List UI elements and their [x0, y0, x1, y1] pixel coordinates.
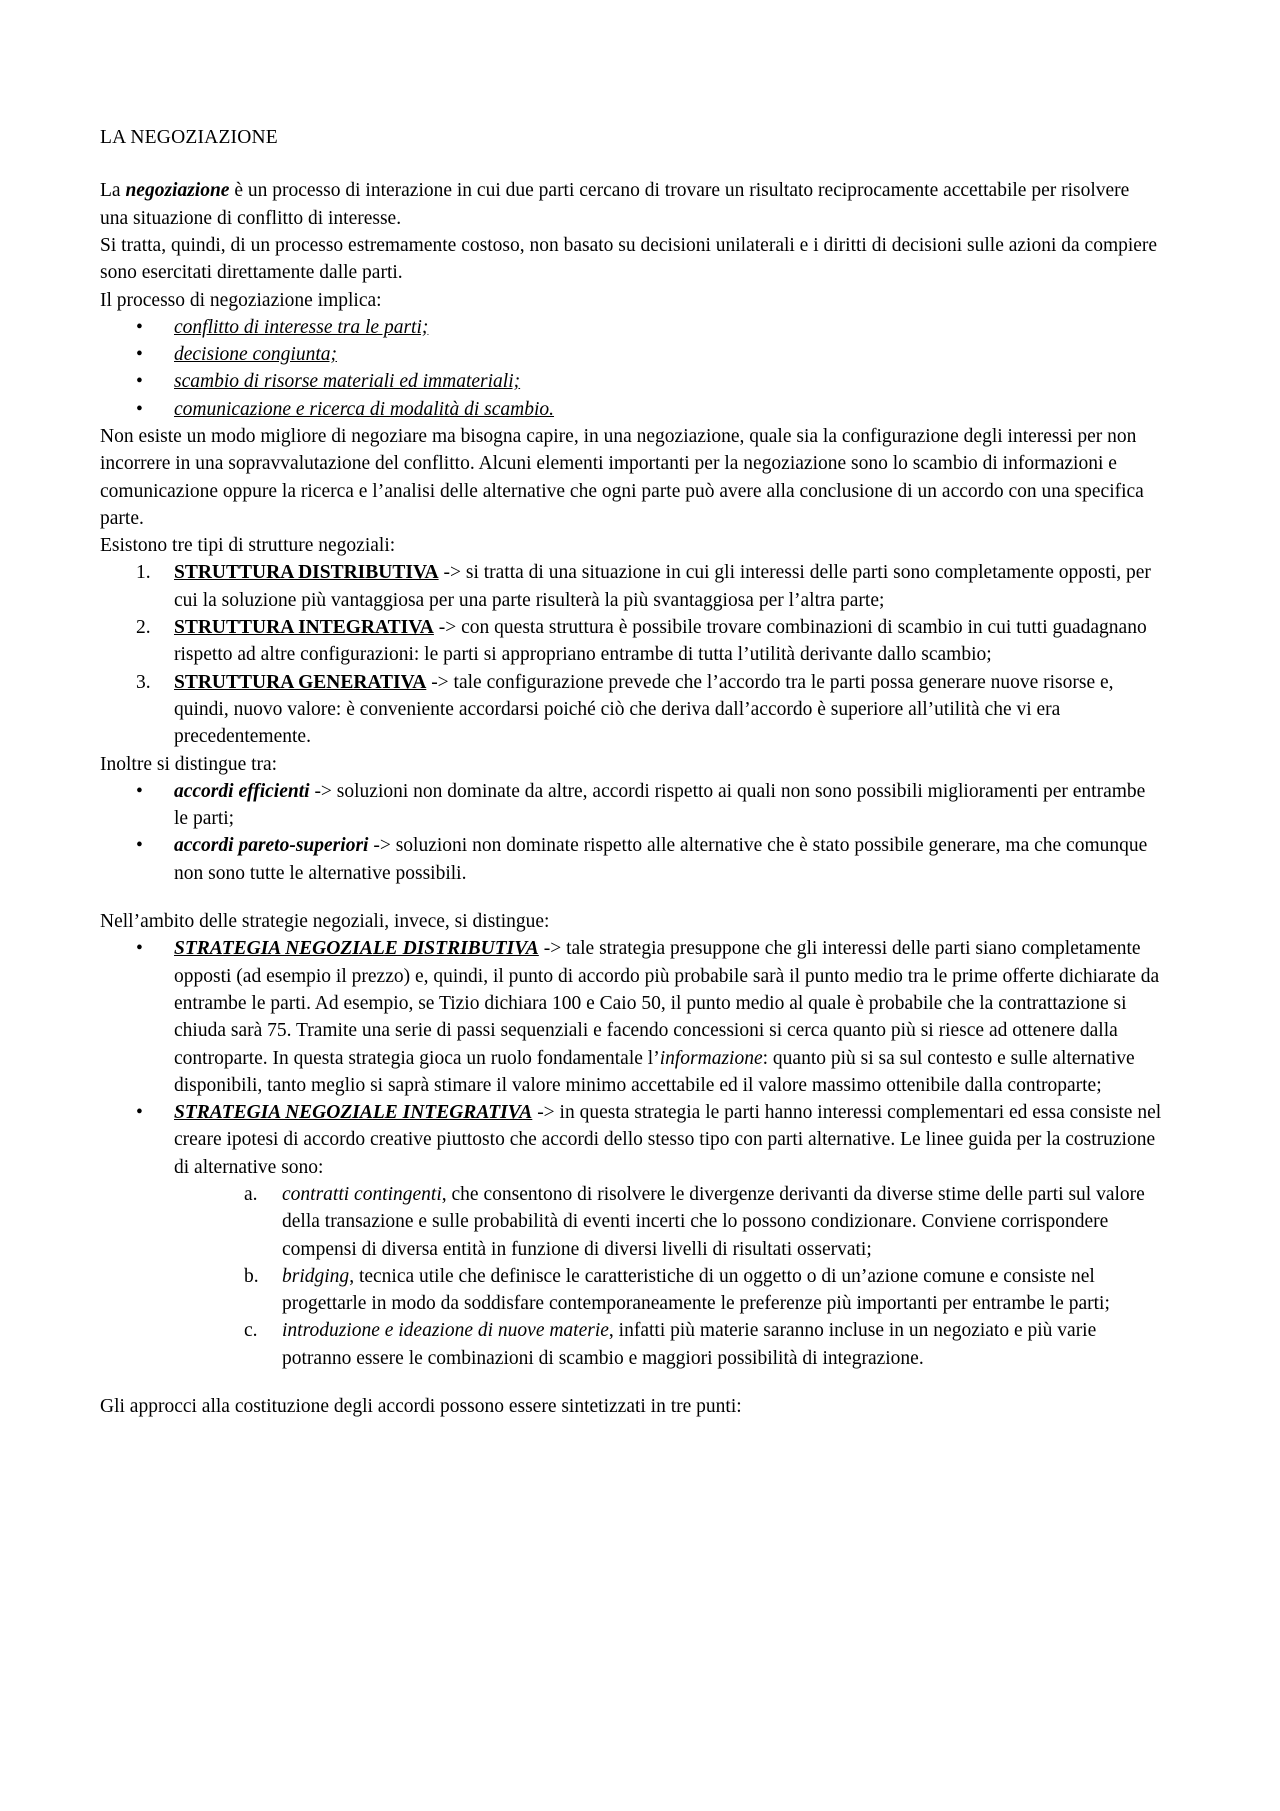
- number-marker: 3.: [136, 671, 151, 693]
- structures-list: [100, 559, 1162, 750]
- letter-marker: b.: [244, 1265, 259, 1287]
- bullet-marker: •: [136, 316, 143, 338]
- list-item: [174, 1317, 1162, 1372]
- spacer: [100, 887, 1162, 908]
- list-item: [100, 1099, 1162, 1372]
- list-item: [100, 832, 1162, 887]
- bullet-marker: •: [136, 938, 143, 960]
- strategy-text-part1: -> in questa strategia le parti hanno interessi complementari ed essa consiste nel creare ipotesi di accordo creative piuttosto che accordi dello stesso tipo con parti alternative. Le linee guida per la costruzione di alternative sono:: [174, 1102, 1162, 1178]
- structure-text: -> tale configurazione prevede che l’accordo tra le parti possa generare nuove risorse e, quindi, nuovo valore: è conveniente accordarsi poiché ciò che deriva dall’accordo è superiore all’utilità che vi era precedentemente.: [174, 671, 1114, 748]
- intro-keyword: negoziazione: [125, 180, 230, 202]
- strategy-heading: STRATEGIA NEGOZIALE DISTRIBUTIVA: [174, 938, 539, 960]
- list-item: [100, 935, 1162, 1099]
- number-marker: 2.: [136, 617, 151, 639]
- paragraph-after-process: Non esiste un modo migliore di negoziare ma bisogna capire, in una negoziazione, quale sia la configurazione degli interessi per non incorrere in una sopravvalutazione del conflitto. Alcuni elementi importanti per la negoziazione sono lo scambio di informazioni e comunicazione oppure la ricerca e l’analisi delle alternative che ogni parte può avere alla conclusione di un accordo con una specifica parte.: [100, 425, 1144, 529]
- structure-heading: STRUTTURA DISTRIBUTIVA: [174, 562, 439, 584]
- guideline-heading: contratti contingenti: [282, 1184, 442, 1205]
- bullet-marker: •: [136, 835, 143, 857]
- agreement-heading: accordi efficienti: [174, 780, 310, 802]
- intro-lead-prefix: La: [100, 180, 126, 202]
- agreement-heading: accordi pareto-superiori: [174, 835, 369, 857]
- agreements-intro: Inoltre si distingue tra:: [100, 753, 278, 775]
- list-item: [100, 778, 1162, 833]
- process-list: [100, 314, 1162, 423]
- list-item: [100, 396, 1162, 423]
- list-item: [100, 314, 1162, 341]
- process-item-text: scambio di risorse materiali ed immateriali;: [174, 371, 521, 393]
- process-item-text: decisione congiunta;: [174, 344, 337, 366]
- list-item: [100, 669, 1162, 751]
- intro-line-3: Il processo di negoziazione implica:: [100, 289, 382, 311]
- bullet-marker: •: [136, 371, 143, 393]
- letter-marker: c.: [244, 1320, 258, 1342]
- strategy-text-part2: : quanto più si sa sul contesto e sulle alternative disponibili, tanto meglio si saprà stimare il valore minimo accettabile ed il valore massimo ottenibile dalla controparte;: [174, 1047, 1135, 1096]
- structure-text: -> si tratta di una situazione in cui gli interessi delle parti sono completamente opposti, per cui la soluzione più vantaggiosa per una parte risulterà la più svantaggiosa per l’altra parte;: [174, 562, 1151, 611]
- letter-marker: a.: [244, 1184, 258, 1205]
- guideline-heading: bridging: [282, 1265, 350, 1287]
- list-item: [174, 1181, 1162, 1263]
- intro-line-2: Si tratta, quindi, di un processo estremamente costoso, non basato su decisioni unilaterali e i diritti di decisioni sulle azioni da compiere sono esercitati direttamente dalle parti.: [100, 234, 1158, 284]
- structure-text: -> con questa struttura è possibile trovare combinazioni di scambio in cui tutti guadagnano rispetto ad altre configurazioni: le parti si appropriano entrambe di tutta l’utilità derivante dallo scambio;: [174, 617, 1147, 666]
- list-item: [174, 1263, 1162, 1318]
- process-item-text: conflitto di interesse tra le parti;: [174, 316, 429, 338]
- agreement-text: -> soluzioni non dominate rispetto alle alternative che è stato possibile generare, ma che comunque non sono tutte le alternative possibili.: [174, 835, 1148, 884]
- list-item: [100, 368, 1162, 395]
- list-item: [100, 559, 1162, 614]
- bullet-marker: •: [136, 398, 143, 420]
- guidelines-list: [174, 1181, 1162, 1372]
- structures-intro: Esistono tre tipi di strutture negoziali:: [100, 535, 396, 557]
- page-title: LA NEGOZIAZIONE: [100, 127, 278, 148]
- process-item-text: comunicazione e ricerca di modalità di scambio.: [174, 398, 555, 420]
- closing-paragraph: Gli approcci alla costituzione degli accordi possono essere sintetizzati in tre punti:: [100, 1396, 742, 1418]
- strategies-intro: Nell’ambito delle strategie negoziali, invece, si distingue:: [100, 911, 550, 933]
- number-marker: 1.: [136, 562, 151, 584]
- agreements-list: [100, 778, 1162, 887]
- strategy-italic-word: informazione: [659, 1047, 763, 1069]
- strategy-heading: STRATEGIA NEGOZIALE INTEGRATIVA: [174, 1102, 533, 1124]
- bullet-marker: •: [136, 1102, 143, 1124]
- strategy-text-part1: -> tale strategia presuppone che gli interessi delle parti siano completamente opposti (ad esempio il prezzo) e, quindi, il punto di accordo più probabile sarà il punto medio tra le prime offerte dichiarate da entrambe le parti. Ad esempio, se Tizio dichiara 100 e Caio 50, il punto medio al quale è probabile che la contrattazione si chiuda sarà 75. Tramite una serie di passi sequenziali e facendo concessioni si cerca quanto più si riesce ad ottenere dalla controparte. In questa strategia gioca un ruolo fondamentale l’: [174, 938, 1160, 1069]
- guideline-text: , tecnica utile che definisce le caratteristiche di un oggetto o di un’azione comune e consiste nel progettarle in modo da soddisfare contemporaneamente le preferenze più importanti per entrambe le parti;: [282, 1265, 1110, 1315]
- structure-heading: STRUTTURA INTEGRATIVA: [174, 617, 434, 639]
- list-item: [100, 341, 1162, 368]
- guideline-text: , infatti più materie saranno incluse in un negoziato e più varie potranno essere le combinazioni di scambio e maggiori possibilità di integrazione.: [282, 1320, 1097, 1369]
- guideline-text: , che consentono di risolvere le divergenze derivanti da diverse stime delle parti sul valore della transazione e sulle probabilità di eventi incerti che lo possono condizionare. Conviene corrispondere compensi di diversa entità in funzione di diversi livelli di risultati osservati;: [282, 1184, 1145, 1260]
- list-item: [100, 614, 1162, 669]
- intro-lead-paragraph: [100, 177, 1162, 232]
- structure-heading: STRUTTURA GENERATIVA: [174, 671, 427, 693]
- guideline-heading: introduzione e ideazione di nuove materie: [282, 1320, 609, 1342]
- spacer: [100, 1372, 1162, 1393]
- agreement-text: -> soluzioni non dominate da altre, accordi rispetto ai quali non sono possibili miglioramenti per entrambe le parti;: [174, 780, 1146, 830]
- strategies-list: [100, 935, 1162, 1372]
- intro-lead-rest: è un processo di interazione in cui due parti cercano di trovare un risultato reciprocamente accettabile per risolvere una situazione di conflitto di interesse.: [100, 180, 1130, 229]
- bullet-marker: •: [136, 780, 143, 802]
- bullet-marker: •: [136, 344, 143, 366]
